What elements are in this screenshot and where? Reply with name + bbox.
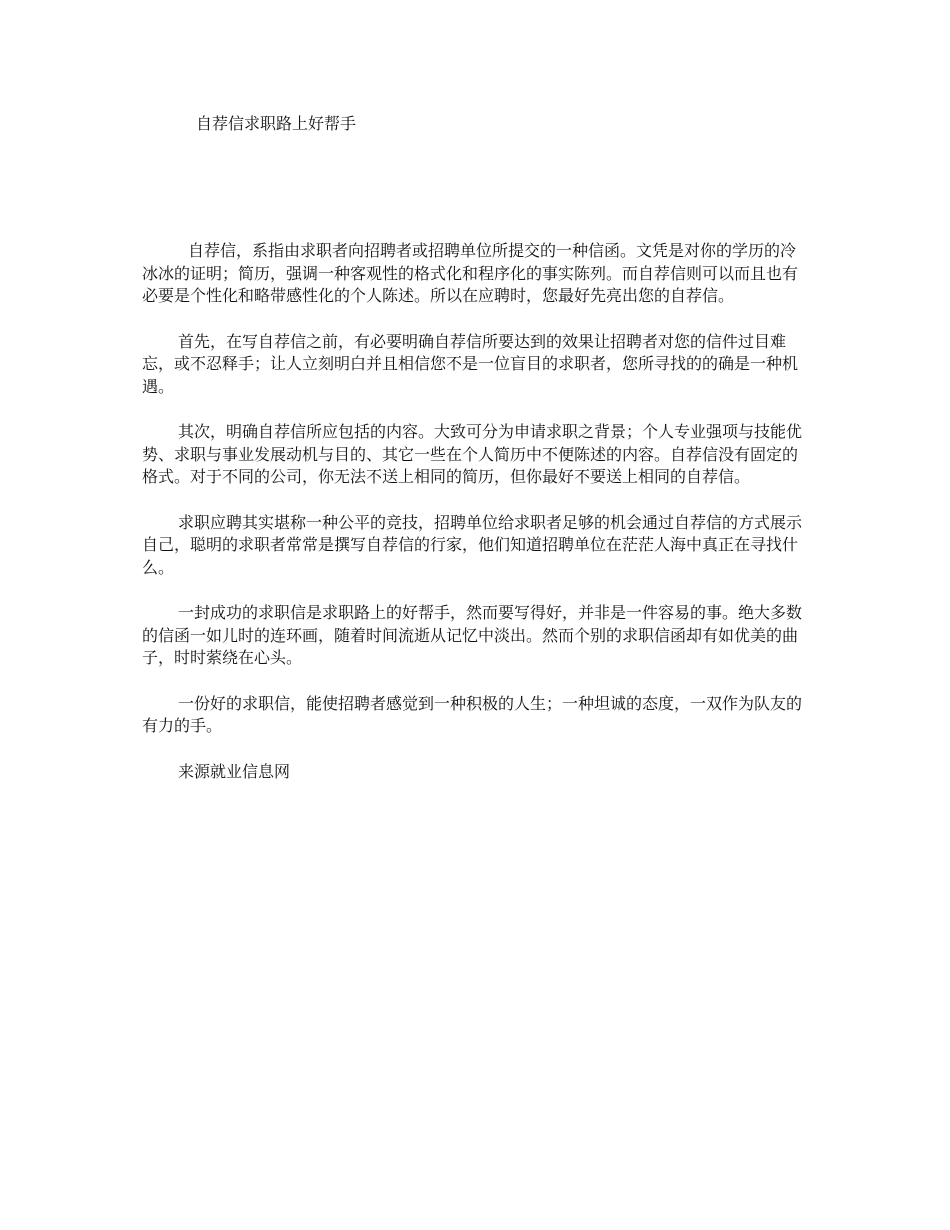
source-line: 来源就业信息网 [178,761,291,781]
document-body [142,240,810,783]
paragraph-first-point: 首先，在写自荐信之前，有必要明确自荐信所要达到的效果让招聘者对您的信件过目难忘，或不忍释手；让人立刻明白并且相信您不是一位盲目的求职者，您所寻找的的确是一种机遇。 [142,331,799,396]
paragraph-intro: 自荐信，系指由求职者向招聘者或招聘单位所提交的一种信函。文凭是对你的学历的冷冰冰的证明；简历，强调一种客观性的格式化和程序化的事实陈列。而自荐信则可以而且也有必要是个性化和略带感性化的个人陈述。所以在应聘时，您最好先亮出您的自荐信。 [142,241,799,305]
paragraph-success: 一封成功的求职信是求职路上的好帮手，然而要写得好，并非是一件容易的事。绝大多数的信函一如儿时的连环画，随着时间流逝从记忆中淡出。然而个别的求职信函却有如优美的曲子，时时萦绕在心头。 [142,603,803,667]
paragraph-second-point: 其次，明确自荐信所应包括的内容。大致可分为申请求职之背景；个人专业强项与技能优势、求职与事业发展动机与目的、其它一些在个人简历中不便陈述的内容。自荐信没有固定的格式。对于不同的公司，你无法不送上相同的简历，但你最好不要送上相同的自荐信。 [142,422,803,486]
document-title: 自荐信求职路上好帮手 [196,114,357,133]
paragraph-conclusion: 一份好的求职信，能使招聘者感觉到一种积极的人生；一种坦诚的态度，一双作为队友的有力的手。 [142,693,803,735]
paragraph-competition: 求职应聘其实堪称一种公平的竞技，招聘单位给求职者足够的机会通过自荐信的方式展示自己，聪明的求职者常常是撰写自荐信的行家，他们知道招聘单位在茫茫人海中真正在寻找什么。 [142,512,803,577]
